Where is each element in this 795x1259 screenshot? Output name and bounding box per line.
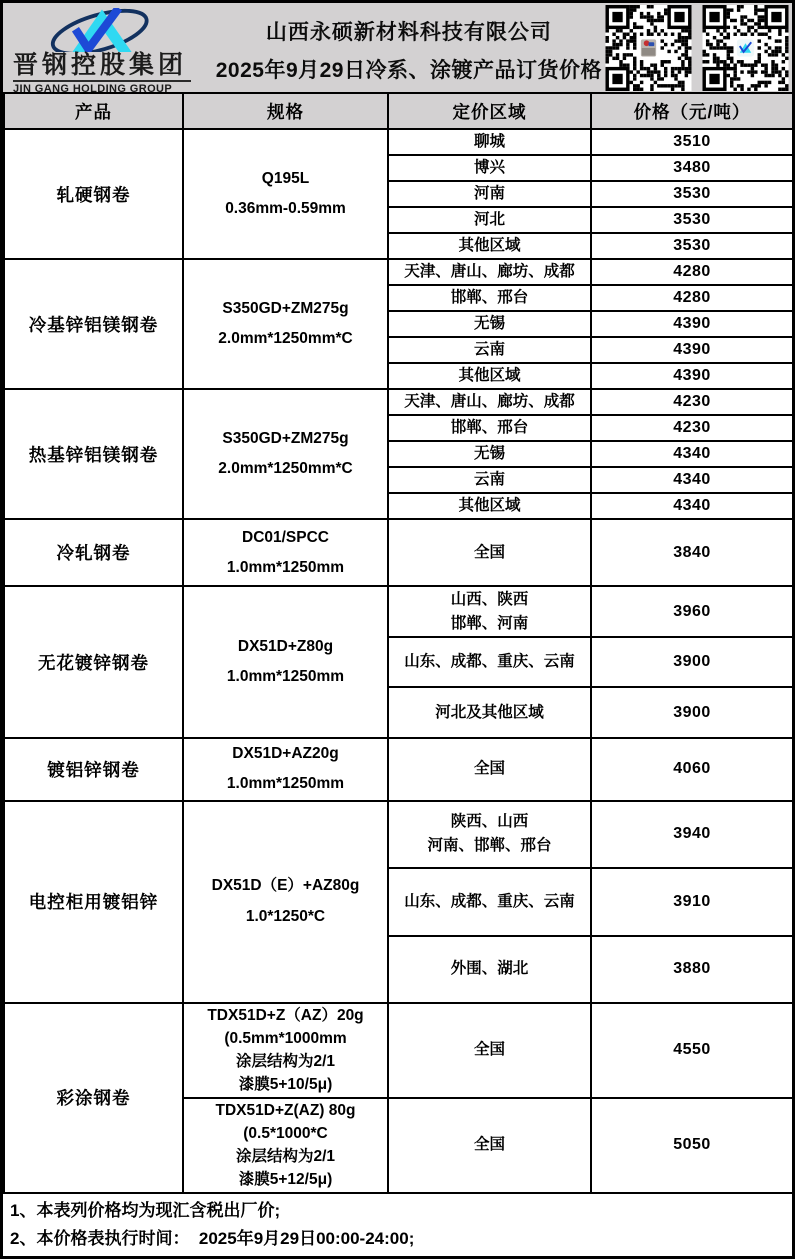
region-cell xyxy=(388,868,591,936)
product-name-cell xyxy=(4,738,183,800)
table-row xyxy=(4,389,793,415)
qr-code-right xyxy=(699,5,792,91)
spec-line: 2.0mm*1250mm*C xyxy=(218,460,353,478)
product-name-cell xyxy=(4,586,183,738)
spec-line: S350GD+ZM275g xyxy=(222,299,349,317)
price-cell: 3900 xyxy=(591,637,793,687)
region-line: 云南 xyxy=(473,341,505,359)
spec-line: DX51D+Z80g xyxy=(237,638,334,656)
product-name: 电控柜用镀铝锌 xyxy=(28,892,159,913)
company-logo xyxy=(3,3,216,95)
product-name: 热基锌铝镁钢卷 xyxy=(28,444,159,465)
region-line: 山西、陕西 xyxy=(450,590,529,608)
region-cell xyxy=(388,129,591,155)
product-name: 冷基锌铝镁钢卷 xyxy=(28,314,159,335)
spec-line: 2.0mm*1250mm*C xyxy=(218,330,353,348)
region-line: 全国 xyxy=(473,1041,505,1059)
product-spec-cell xyxy=(183,1003,388,1098)
region-line: 全国 xyxy=(473,543,505,561)
spec-line: 漆膜5+10/5μ) xyxy=(238,1076,333,1094)
qr-center-logo xyxy=(641,39,656,56)
spec-line: DX51D（E）+AZ80g xyxy=(211,877,360,895)
price-cell: 4390 xyxy=(591,363,793,389)
region-line: 外围、湖北 xyxy=(450,960,529,978)
product-spec-cell xyxy=(183,1098,388,1193)
product-spec-cell xyxy=(183,586,388,738)
region-cell xyxy=(388,637,591,687)
spec-line: 涂层结构为2/1 xyxy=(235,1148,336,1166)
product-spec-cell xyxy=(183,738,388,800)
price-cell: 4340 xyxy=(591,467,793,493)
product-name: 轧硬钢卷 xyxy=(56,184,131,205)
spec-line: 1.0mm*1250mm xyxy=(226,668,345,686)
spec-line: 涂层结构为2/1 xyxy=(235,1053,336,1071)
product-name-cell xyxy=(4,259,183,389)
spec-line: Q195L xyxy=(261,169,310,187)
region-cell xyxy=(388,936,591,1003)
region-line: 其他区域 xyxy=(458,237,521,255)
product-spec-cell xyxy=(183,389,388,519)
region-line: 河北及其他区域 xyxy=(435,703,544,721)
qr-center-logo xyxy=(737,39,754,56)
price-cell: 3910 xyxy=(591,868,793,936)
region-line: 其他区域 xyxy=(458,497,521,515)
region-line: 无锡 xyxy=(473,445,505,463)
region-line: 全国 xyxy=(473,760,505,778)
product-name-cell xyxy=(4,1003,183,1193)
region-cell xyxy=(388,389,591,415)
price-cell: 4390 xyxy=(591,311,793,337)
region-line: 其他区域 xyxy=(458,367,521,385)
spec-line: 漆膜5+12/5μ) xyxy=(238,1171,333,1189)
logo-company-name-en: JIN GANG HOLDING GROUP xyxy=(13,83,173,95)
table-row xyxy=(4,129,793,155)
company-logo-icon xyxy=(43,8,161,52)
region-cell xyxy=(388,207,591,233)
product-spec-cell xyxy=(183,519,388,586)
region-line: 陕西、山西 xyxy=(450,813,529,831)
column-header-price: 价格（元/吨） xyxy=(591,93,793,129)
column-header-spec: 规格 xyxy=(183,93,388,129)
region-cell xyxy=(388,181,591,207)
logo-divider xyxy=(13,80,191,82)
price-cell: 4230 xyxy=(591,415,793,441)
document-header xyxy=(3,3,792,95)
price-cell: 4340 xyxy=(591,441,793,467)
product-name-cell xyxy=(4,389,183,519)
price-cell: 3530 xyxy=(591,181,793,207)
table-row xyxy=(4,801,793,868)
region-line: 河南、邯郸、邢台 xyxy=(427,837,552,855)
region-cell xyxy=(388,285,591,311)
region-cell xyxy=(388,311,591,337)
region-line: 邯郸、邢台 xyxy=(450,289,529,307)
region-cell xyxy=(388,233,591,259)
spec-line: 1.0mm*1250mm xyxy=(226,775,345,793)
qr-code-block xyxy=(602,3,792,92)
product-name-cell xyxy=(4,801,183,1003)
price-cell: 3900 xyxy=(591,687,793,738)
spec-line: TDX51D+Z（AZ）20g xyxy=(207,1006,364,1024)
price-cell: 4230 xyxy=(591,389,793,415)
region-line: 河南 xyxy=(473,185,505,203)
region-cell xyxy=(388,1003,591,1098)
price-cell: 3530 xyxy=(591,207,793,233)
spec-line: 0.36mm-0.59mm xyxy=(225,200,346,218)
price-cell: 4280 xyxy=(591,285,793,311)
region-cell xyxy=(388,337,591,363)
table-row xyxy=(4,1003,793,1098)
region-cell xyxy=(388,415,591,441)
note-line-1: 1、本表列价格均为现汇含税出厂价; xyxy=(10,1200,281,1220)
logo-company-name-cn: 晋钢控股集团 xyxy=(13,51,188,79)
spec-line: DX51D+AZ20g xyxy=(232,745,339,763)
product-name-cell xyxy=(4,519,183,586)
price-cell: 3880 xyxy=(591,936,793,1003)
region-cell xyxy=(388,493,591,519)
product-spec-cell xyxy=(183,259,388,389)
region-line: 全国 xyxy=(473,1136,505,1154)
region-cell xyxy=(388,467,591,493)
product-name: 镀铝锌钢卷 xyxy=(47,759,140,780)
spec-line: DC01/SPCC xyxy=(242,528,329,546)
region-cell xyxy=(388,738,591,800)
region-line: 无锡 xyxy=(473,315,505,333)
qr-code-left xyxy=(602,5,695,91)
price-cell: 4280 xyxy=(591,259,793,285)
region-cell xyxy=(388,586,591,637)
region-cell xyxy=(388,363,591,389)
price-cell: 4060 xyxy=(591,738,793,800)
price-cell: 4340 xyxy=(591,493,793,519)
table-row xyxy=(4,519,793,586)
spec-line: TDX51D+Z(AZ) 80g xyxy=(215,1101,356,1119)
region-line: 河北 xyxy=(473,211,505,229)
price-table xyxy=(3,92,794,1194)
region-line: 山东、成都、重庆、云南 xyxy=(404,653,575,671)
product-spec-cell xyxy=(183,129,388,259)
region-cell xyxy=(388,441,591,467)
price-cell: 3960 xyxy=(591,586,793,637)
product-name: 彩涂钢卷 xyxy=(56,1088,131,1109)
column-header-region: 定价区域 xyxy=(388,93,591,129)
table-row xyxy=(4,586,793,637)
table-row xyxy=(4,259,793,285)
note-line-2: 2、本价格表执行时间： 2025年9月29日00:00-24:00; xyxy=(10,1228,415,1248)
region-line: 邯郸、邢台 xyxy=(450,419,529,437)
column-header-product: 产品 xyxy=(4,93,183,129)
price-cell: 3530 xyxy=(591,233,793,259)
price-cell: 3510 xyxy=(591,129,793,155)
price-cell: 3840 xyxy=(591,519,793,586)
price-cell: 3940 xyxy=(591,801,793,868)
region-line: 邯郸、河南 xyxy=(450,614,529,632)
region-cell xyxy=(388,1098,591,1193)
product-spec-cell xyxy=(183,801,388,1003)
region-line: 云南 xyxy=(473,471,505,489)
price-table-body xyxy=(4,129,793,1193)
spec-line: 1.0mm*1250mm xyxy=(226,558,345,576)
document-title-block xyxy=(216,3,602,92)
spec-line: (0.5*1000*C xyxy=(243,1124,328,1142)
region-cell xyxy=(388,801,591,868)
footer-notes xyxy=(3,1194,792,1253)
header-row xyxy=(4,93,793,129)
region-cell xyxy=(388,259,591,285)
region-cell xyxy=(388,687,591,738)
spec-line: 1.0*1250*C xyxy=(245,907,326,925)
region-line: 天津、唐山、廊坊、成都 xyxy=(404,263,575,281)
price-list-title: 2025年9月29日冷系、涂镀产品订货价格 xyxy=(215,59,602,82)
spec-line: (0.5mm*1000mm xyxy=(224,1029,347,1047)
product-name: 冷轧钢卷 xyxy=(56,543,131,564)
price-cell: 5050 xyxy=(591,1098,793,1193)
region-cell xyxy=(388,155,591,181)
price-cell: 4550 xyxy=(591,1003,793,1098)
region-cell xyxy=(388,519,591,586)
region-line: 天津、唐山、廊坊、成都 xyxy=(404,393,575,411)
price-cell: 4390 xyxy=(591,337,793,363)
price-table-header xyxy=(4,93,793,129)
product-name: 无花镀锌钢卷 xyxy=(38,652,149,673)
company-name-title: 山西永硕新材料科技有限公司 xyxy=(265,21,552,44)
region-line: 博兴 xyxy=(473,159,505,177)
region-line: 山东、成都、重庆、云南 xyxy=(404,892,575,910)
region-line: 聊城 xyxy=(473,133,505,150)
product-name-cell xyxy=(4,129,183,259)
table-row xyxy=(4,738,793,800)
price-cell: 3480 xyxy=(591,155,793,181)
spec-line: S350GD+ZM275g xyxy=(222,429,349,447)
